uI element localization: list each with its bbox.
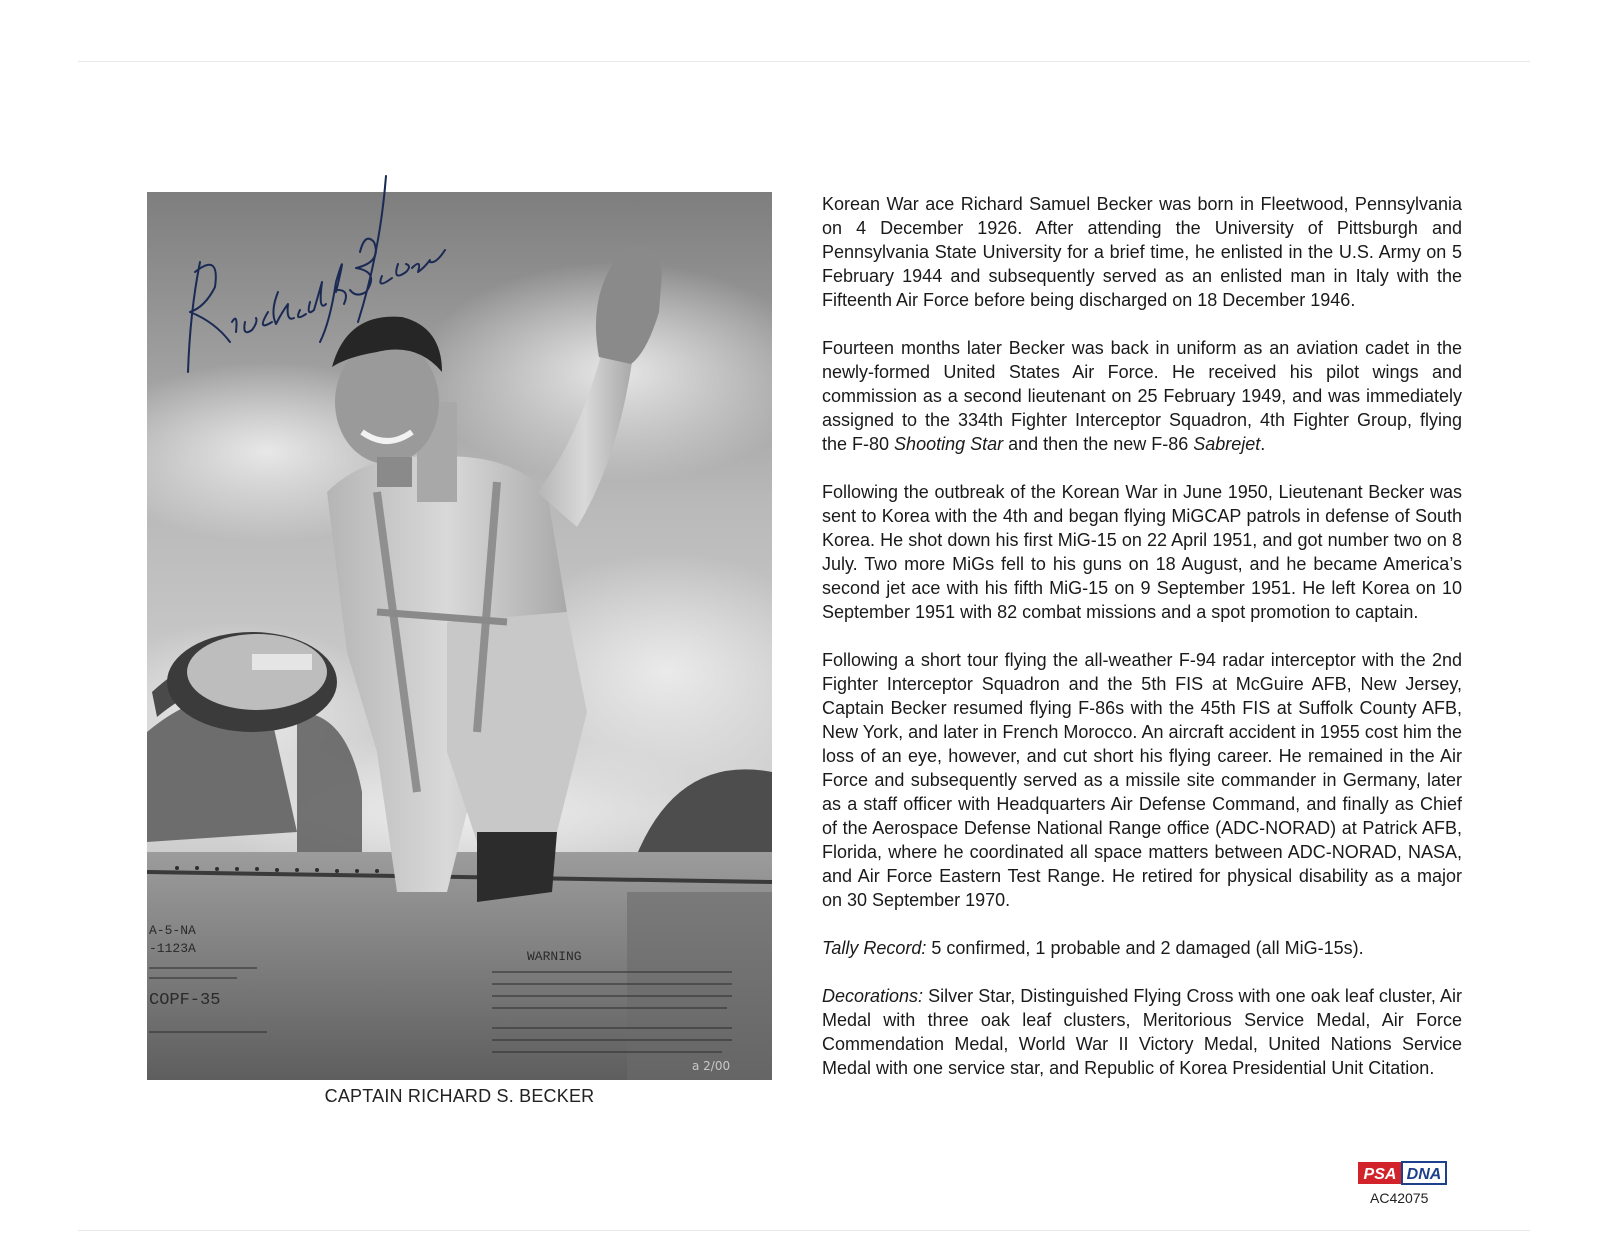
bio-p2-text-2: and then the new F-86 <box>1003 434 1194 454</box>
bio-paragraph-early-life: Korean War ace Richard Samuel Becker was born in Fleetwood, Pennsylvania on 4 December 1926. After attending the University of Pittsburgh and Pennsylvania State University for a brief time, he enlisted in the U.S. Army on 5 February 1944 and subsequently served as an enlisted man in Italy with the Fifteenth Air Force before being discharged on 18 December 1946. <box>822 194 1462 310</box>
stencil-1: A-5-NA <box>149 923 196 938</box>
psa-dna-logo <box>1358 1160 1448 1186</box>
bio-p2-text-3: . <box>1260 434 1266 454</box>
psa-logo-text: PSA <box>1363 1166 1397 1183</box>
certificate-number: AC42075 <box>1370 1190 1429 1206</box>
stencil-3: COPF-35 <box>149 991 221 1010</box>
aircraft-name-shooting-star: Shooting Star <box>894 434 1004 454</box>
tally-value: 5 confirmed, 1 probable and 2 damaged (all MiG-15s). <box>926 938 1364 958</box>
decorations-value: Silver Star, Distinguished Flying Cross with one oak leaf cluster, Air Medal with three oak leaf clusters, Meritorious Service Medal, Air Force Commendation Medal, World War II Victory Medal, United Nations Service Medal with one service star, and Republic of Korea Presidential Unit Citation. <box>822 986 1462 1078</box>
decorations-label: Decorations: <box>822 986 924 1006</box>
bio-paragraph-usaf <box>822 336 1462 456</box>
bio-paragraph-korea: Following the outbreak of the Korean War in June 1950, Lieutenant Becker was sent to Korea with the 4th and began flying MiGCAP patrols in defense of South Korea. He shot down his first MiG-15 on 22 April 1951, and got number two on 8 July. Two more MiGs fell to his guns on 18 August, and he became America’s second jet ace with his fifth MiG-15 on 9 September 1951. He left Korea on 10 September 1951 with 82 combat missions and a spot promotion to captain. <box>822 482 1462 622</box>
bottom-rule <box>78 1230 1530 1231</box>
svg-text:a 2/00: a 2/00 <box>692 1059 731 1073</box>
autograph-signature <box>160 172 460 392</box>
dna-logo-text: DNA <box>1406 1166 1442 1183</box>
stencil-2: -1123A <box>149 941 196 956</box>
aircraft-name-sabrejet: Sabrejet <box>1193 434 1261 454</box>
stencil-4: WARNING <box>527 949 582 964</box>
bio-p2-text-1: Fourteen months later Becker was back in uniform as an aviation cadet in the newly-formed United States Air Force. He received his pilot wings and commission as a second lieutenant on 25 February 1949, and was immediately assigned to the 334th Fighter Interceptor Squadron, 4th Fighter Group, flying the F-80 <box>822 338 1462 454</box>
decorations <box>822 984 1462 1080</box>
photo-caption: CAPTAIN RICHARD S. BECKER <box>324 1086 595 1106</box>
tally-record <box>822 936 1462 960</box>
bio-paragraph-later-career: Following a short tour flying the all-weather F-94 radar interceptor with the 2nd Fighter Interceptor Squadron and the 5th FIS at McGuire AFB, New Jersey, Captain Becker resumed flying F-86s with the 45th FIS at Suffolk County AFB, New York, and later in French Morocco. An aircraft accident in 1955 cost him the loss of an eye, however, and cut short his flying career. He remained in the Air Force and subsequently served as a missile site commander in Germany, later as a staff officer with Headquarters Air Defense Command, and finally as Chief of the Aerospace Defense National Range office (ADC-NORAD) at Patrick AFB, Florida, where he coordinated all space matters between ADC-NORAD, NASA, and Air Force Eastern Test Range. He retired for physical disability as a major on 30 September 1970. <box>822 650 1462 910</box>
tally-label: Tally Record: <box>822 938 927 958</box>
top-rule <box>78 61 1530 62</box>
biography <box>822 192 1462 1102</box>
